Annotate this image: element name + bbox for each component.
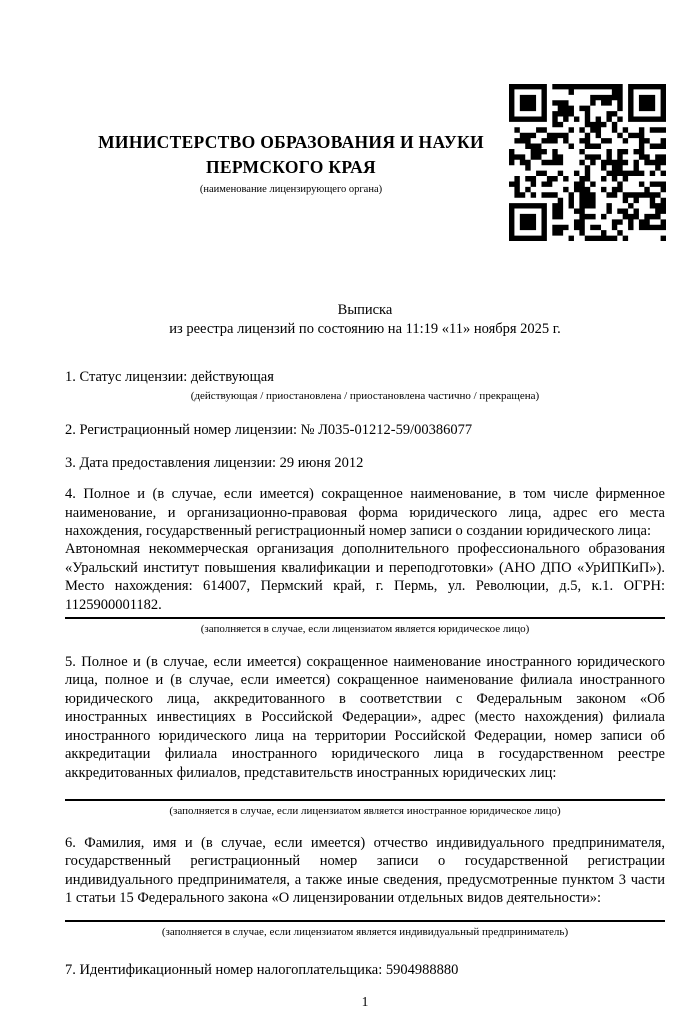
issuer-header	[65, 130, 517, 196]
field-legal-entity-value: Автономная некоммерческая организация дополнительного профессионального образования «Уральский институт повышения квалификации и переподготовки» (АНО ДПО «УрИПКиП»). Место нахождения: 614007, Пермский край, г. Пермь, ул. Революции, д.5, к.1. ОГРН: 1125900001182.	[65, 541, 665, 613]
field-entrepreneur-label: 6. Фамилия, имя и (в случае, если имеется) отчество индивидуального предпринимателя, государственный регистрационный номер записи о государственной регистрации индивидуального предпринимателя, а также иные сведения, предусмотренные пунктом 3 части 1 статьи 15 Федерального закона «О лицензировании отдельных видов деятельности»:	[65, 834, 665, 907]
issuer-name-line2: ПЕРМСКОГО КРАЯ	[206, 157, 376, 177]
page-number: 1	[361, 993, 369, 1009]
field-legal-entity-note: (заполняется в случае, если лицензиатом является юридическое лицо)	[200, 623, 530, 636]
field-legal-entity-label: 4. Полное и (в случае, если имеется) сокращенное наименование, в том числе фирменное наименование, и организационно-правовая форма юридического лица, адрес его места нахождения, государственный регистрационный номер записи о создании юридического лица:	[65, 486, 665, 540]
field-registration-number: 2. Регистрационный номер лицензии: № Л035-01212-59/00386077	[65, 422, 473, 439]
field-license-status: 1. Статус лицензии: действующая	[65, 369, 274, 385]
document-title: Выписка	[337, 302, 393, 318]
document-content	[65, 0, 665, 1010]
issuer-note: (наименование лицензирующего органа)	[199, 184, 383, 195]
field-foreign-entity-label: 5. Полное и (в случае, если имеется) сокращенное наименование иностранного юридического лица, полное и (в случае, если имеется) сокращенное наименование филиала иностранного юридического лица, аккредитованного в соответствии с Федеральным законом «Об иностранных инвестициях в Российской Федерации», адрес (место нахождения) филиала иностранного юридического лица на территории Российской Федерации, номер записи об аккредитации филиала иностранного юридического лица в государственном реестре аккредитованных филиалов, представительств иностранных юридических лиц:	[65, 654, 665, 781]
foreign-entity-fill-line	[65, 799, 665, 801]
document-title-block	[65, 301, 665, 339]
field-entrepreneur-note: (заполняется в случае, если лицензиатом является индивидуальный предприниматель)	[161, 925, 569, 938]
field-foreign-entity-note: (заполняется в случае, если лицензиатом является иностранное юридическое лицо)	[169, 804, 561, 817]
field-grant-date: 3. Дата предоставления лицензии: 29 июня 2012	[65, 454, 364, 471]
field-taxpayer-number: 7. Идентификационный номер налогоплательщика: 5904988880	[65, 961, 459, 978]
issuer-name-line1: МИНИСТЕРСТВО ОБРАЗОВАНИЯ И НАУКИ	[98, 132, 484, 152]
document-subtitle: из реестра лицензий по состоянию на 11:19 «11» ноября 2025 г.	[169, 321, 561, 337]
field-license-status-note: (действующая / приостановлена / приостановлена частично / прекращена)	[190, 390, 540, 403]
entrepreneur-fill-line	[65, 920, 665, 922]
legal-entity-fill-line	[65, 617, 665, 619]
